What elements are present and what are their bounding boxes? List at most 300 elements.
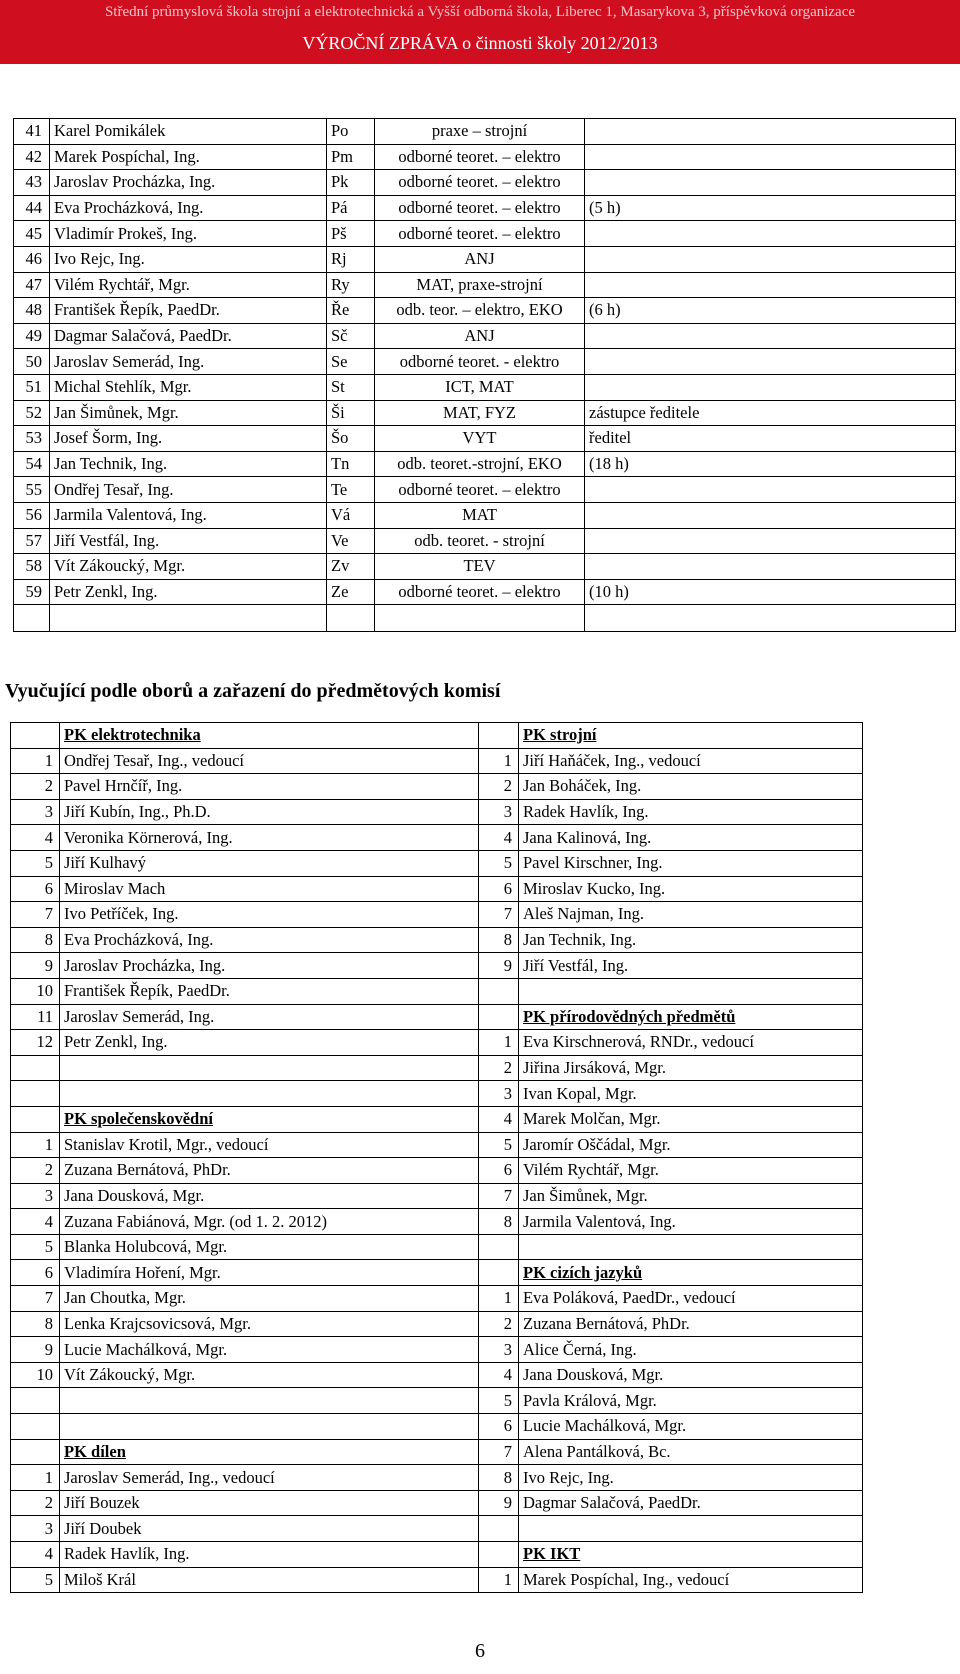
committee-title: PK cizích jazyků (523, 1262, 643, 1282)
table-row (11, 799, 863, 825)
left-row-number: 2 (11, 1158, 60, 1184)
left-member-name (60, 1106, 479, 1132)
right-member-name: Eva Poláková, PaedDr., vedoucí (519, 1286, 863, 1312)
left-row-number (11, 1106, 60, 1132)
row-number: 55 (14, 477, 50, 503)
left-member-name: Jaroslav Semerád, Ing., vedoucí (60, 1465, 479, 1491)
teacher-abbreviation: Rj (327, 246, 375, 272)
teacher-subject: ICT, MAT (375, 374, 585, 400)
right-row-number: 3 (479, 1081, 519, 1107)
teacher-subject: praxe – strojní (375, 119, 585, 145)
teacher-subject: odb. teoret.-strojní, EKO (375, 451, 585, 477)
right-row-number: 4 (479, 1106, 519, 1132)
row-number: 51 (14, 374, 50, 400)
row-number: 59 (14, 579, 50, 605)
teacher-name: Jan Technik, Ing. (50, 451, 327, 477)
right-member-name: Marek Pospíchal, Ing., vedoucí (519, 1567, 863, 1593)
teacher-name: Jaroslav Semerád, Ing. (50, 349, 327, 375)
right-member-name (519, 1516, 863, 1542)
right-member-name: Jan Technik, Ing. (519, 927, 863, 953)
right-row-number (479, 1542, 519, 1568)
right-row-number: 7 (479, 1439, 519, 1465)
empty-cell (375, 605, 585, 632)
teacher-note: (6 h) (585, 298, 956, 324)
left-row-number: 10 (11, 978, 60, 1004)
right-row-number: 1 (479, 1567, 519, 1593)
right-member-name: Pavla Králová, Mgr. (519, 1388, 863, 1414)
right-member-name: Alena Pantálková, Bc. (519, 1439, 863, 1465)
table-row (11, 1030, 863, 1056)
right-member-name: Jarmila Valentová, Ing. (519, 1209, 863, 1235)
left-member-name: Jiří Kulhavý (60, 850, 479, 876)
teacher-name: Jiří Vestfál, Ing. (50, 528, 327, 554)
left-row-number: 5 (11, 1234, 60, 1260)
right-member-name: Vilém Rychtář, Mgr. (519, 1158, 863, 1184)
teacher-abbreviation: Zv (327, 554, 375, 580)
committees-table (10, 722, 863, 1593)
table-row (11, 1567, 863, 1593)
left-row-number: 10 (11, 1362, 60, 1388)
table-row (14, 221, 956, 247)
table-row (11, 1465, 863, 1491)
left-member-name: Radek Havlík, Ing. (60, 1542, 479, 1568)
teacher-abbreviation: Pk (327, 170, 375, 196)
left-row-number: 4 (11, 825, 60, 851)
left-member-name: Jaroslav Semerád, Ing. (60, 1004, 479, 1030)
table-row (11, 1337, 863, 1363)
teacher-subject: odborné teoret. – elektro (375, 221, 585, 247)
row-number: 56 (14, 502, 50, 528)
table-row (14, 426, 956, 452)
teacher-subject: ANJ (375, 246, 585, 272)
committee-title: PK IKT (523, 1544, 581, 1564)
right-member-name: Jiřina Jirsáková, Mgr. (519, 1055, 863, 1081)
empty-cell (14, 605, 50, 632)
right-row-number: 6 (479, 876, 519, 902)
left-row-number: 4 (11, 1209, 60, 1235)
teacher-name: Vilém Rychtář, Mgr. (50, 272, 327, 298)
row-number: 41 (14, 119, 50, 145)
left-row-number: 5 (11, 1567, 60, 1593)
right-row-number: 9 (479, 953, 519, 979)
teacher-subject: odborné teoret. - elektro (375, 349, 585, 375)
table-row (11, 1439, 863, 1465)
teacher-subject: odborné teoret. – elektro (375, 579, 585, 605)
teacher-abbreviation: Ši (327, 400, 375, 426)
left-member-name: Eva Procházková, Ing. (60, 927, 479, 953)
right-member-name: Aleš Najman, Ing. (519, 902, 863, 928)
row-number: 44 (14, 195, 50, 221)
teacher-note: ředitel (585, 426, 956, 452)
right-member-name: Jana Kalinová, Ing. (519, 825, 863, 851)
teacher-name: Ivo Rejc, Ing. (50, 246, 327, 272)
right-row-number: 7 (479, 1183, 519, 1209)
table-row (11, 1209, 863, 1235)
table-row (11, 1311, 863, 1337)
table-row (11, 978, 863, 1004)
teacher-abbreviation: Pš (327, 221, 375, 247)
left-member-name (60, 723, 479, 749)
left-row-number: 11 (11, 1004, 60, 1030)
right-row-number: 3 (479, 799, 519, 825)
teacher-name: Vladimír Prokeš, Ing. (50, 221, 327, 247)
right-row-number: 1 (479, 748, 519, 774)
table-row (11, 1234, 863, 1260)
right-row-number (479, 1004, 519, 1030)
teacher-name: Ondřej Tesař, Ing. (50, 477, 327, 503)
right-row-number: 2 (479, 1055, 519, 1081)
report-title: VÝROČNÍ ZPRÁVA o činnosti školy 2012/2013 (302, 33, 658, 53)
table-row (11, 850, 863, 876)
table-row (11, 723, 863, 749)
table-row (11, 1158, 863, 1184)
table-row (14, 579, 956, 605)
left-row-number: 1 (11, 1465, 60, 1491)
teacher-name: Marek Pospíchal, Ing. (50, 144, 327, 170)
table-row (11, 1414, 863, 1440)
left-member-name (60, 1081, 479, 1107)
right-member-name: Alice Černá, Ing. (519, 1337, 863, 1363)
table-row (14, 451, 956, 477)
right-row-number: 5 (479, 850, 519, 876)
row-number: 57 (14, 528, 50, 554)
right-row-number: 4 (479, 1362, 519, 1388)
right-member-name: Jan Boháček, Ing. (519, 774, 863, 800)
teacher-note (585, 528, 956, 554)
left-row-number (11, 1439, 60, 1465)
committee-title: PK strojní (523, 725, 597, 745)
left-row-number (11, 1388, 60, 1414)
table-row (14, 170, 956, 196)
left-row-number (11, 1055, 60, 1081)
teacher-abbreviation: Te (327, 477, 375, 503)
left-member-name: Miroslav Mach (60, 876, 479, 902)
table-row (14, 298, 956, 324)
teacher-name: Eva Procházková, Ing. (50, 195, 327, 221)
right-member-name: Eva Kirschnerová, RNDr., vedoucí (519, 1030, 863, 1056)
teacher-subject: odborné teoret. – elektro (375, 170, 585, 196)
teacher-note (585, 349, 956, 375)
row-number: 53 (14, 426, 50, 452)
teacher-abbreviation: Ře (327, 298, 375, 324)
row-number: 54 (14, 451, 50, 477)
teacher-note (585, 502, 956, 528)
left-member-name: Petr Zenkl, Ing. (60, 1030, 479, 1056)
right-member-name (519, 723, 863, 749)
left-row-number (11, 1081, 60, 1107)
teacher-abbreviation: Šo (327, 426, 375, 452)
right-row-number: 6 (479, 1158, 519, 1184)
table-row (11, 927, 863, 953)
left-row-number: 4 (11, 1542, 60, 1568)
left-row-number: 6 (11, 876, 60, 902)
left-row-number: 3 (11, 799, 60, 825)
table-row (11, 1362, 863, 1388)
right-row-number: 8 (479, 1465, 519, 1491)
table-row (14, 477, 956, 503)
row-number: 42 (14, 144, 50, 170)
table-row (14, 272, 956, 298)
teacher-name: Petr Zenkl, Ing. (50, 579, 327, 605)
document-header (0, 0, 960, 64)
teacher-name: Dagmar Salačová, PaedDr. (50, 323, 327, 349)
right-member-name (519, 1004, 863, 1030)
table-row (11, 1183, 863, 1209)
teacher-subject: odborné teoret. – elektro (375, 195, 585, 221)
table-row (14, 374, 956, 400)
left-row-number (11, 723, 60, 749)
teacher-subject: MAT, FYZ (375, 400, 585, 426)
left-row-number: 5 (11, 850, 60, 876)
left-member-name: Jiří Bouzek (60, 1490, 479, 1516)
left-member-name (60, 1414, 479, 1440)
left-member-name: Vladimíra Hoření, Mgr. (60, 1260, 479, 1286)
left-member-name: Lucie Machálková, Mgr. (60, 1337, 479, 1363)
table-row (11, 876, 863, 902)
right-row-number: 4 (479, 825, 519, 851)
row-number: 45 (14, 221, 50, 247)
right-row-number: 9 (479, 1490, 519, 1516)
right-row-number (479, 1234, 519, 1260)
empty-cell (50, 605, 327, 632)
committee-title: PK elektrotechnika (64, 725, 201, 745)
teacher-note (585, 119, 956, 145)
right-row-number: 5 (479, 1388, 519, 1414)
table-row (11, 1260, 863, 1286)
left-member-name: Jiří Kubín, Ing., Ph.D. (60, 799, 479, 825)
right-row-number: 5 (479, 1132, 519, 1158)
table-row (11, 748, 863, 774)
empty-cell (327, 605, 375, 632)
teacher-name: Michal Stehlík, Mgr. (50, 374, 327, 400)
table-row (11, 1388, 863, 1414)
table-row (11, 902, 863, 928)
page-number: 6 (475, 1640, 485, 1662)
right-row-number: 3 (479, 1337, 519, 1363)
table-row (14, 195, 956, 221)
row-number: 46 (14, 246, 50, 272)
table-row (11, 1081, 863, 1107)
right-member-name: Miroslav Kucko, Ing. (519, 876, 863, 902)
right-member-name (519, 978, 863, 1004)
right-row-number: 6 (479, 1414, 519, 1440)
teacher-note (585, 477, 956, 503)
left-row-number: 8 (11, 927, 60, 953)
teacher-abbreviation: Pm (327, 144, 375, 170)
right-member-name (519, 1234, 863, 1260)
table-row (11, 1055, 863, 1081)
right-member-name (519, 1542, 863, 1568)
committee-title: PK společenskovědní (64, 1109, 213, 1129)
table-row (11, 1516, 863, 1542)
teacher-subject: odborné teoret. – elektro (375, 477, 585, 503)
left-member-name: Zuzana Fabiánová, Mgr. (od 1. 2. 2012) (60, 1209, 479, 1235)
right-row-number (479, 723, 519, 749)
table-row (11, 825, 863, 851)
left-row-number: 2 (11, 1490, 60, 1516)
table-row (14, 119, 956, 145)
teacher-subject: VYT (375, 426, 585, 452)
table-row (14, 400, 956, 426)
table-row (14, 554, 956, 580)
left-row-number (11, 1414, 60, 1440)
teacher-abbreviation: Ze (327, 579, 375, 605)
right-row-number (479, 1260, 519, 1286)
left-member-name: Pavel Hrnčíř, Ing. (60, 774, 479, 800)
table-row (11, 1490, 863, 1516)
row-number: 50 (14, 349, 50, 375)
teacher-subject: odborné teoret. – elektro (375, 144, 585, 170)
teacher-subject: odb. teor. – elektro, EKO (375, 298, 585, 324)
teacher-abbreviation: St (327, 374, 375, 400)
teacher-abbreviation: Ry (327, 272, 375, 298)
left-member-name: Blanka Holubcová, Mgr. (60, 1234, 479, 1260)
school-name: Střední průmyslová škola strojní a elektrotechnická a Vyšší odborná škola, Liberec 1, Masarykova 3, příspěvková organizace (104, 4, 856, 20)
teacher-note (585, 323, 956, 349)
left-row-number: 7 (11, 1286, 60, 1312)
right-member-name: Zuzana Bernátová, PhDr. (519, 1311, 863, 1337)
right-member-name: Dagmar Salačová, PaedDr. (519, 1490, 863, 1516)
teacher-subject: MAT (375, 502, 585, 528)
teacher-note: (10 h) (585, 579, 956, 605)
right-member-name: Ivan Kopal, Mgr. (519, 1081, 863, 1107)
left-row-number: 1 (11, 748, 60, 774)
right-member-name: Marek Molčan, Mgr. (519, 1106, 863, 1132)
left-member-name (60, 1388, 479, 1414)
table-row (14, 246, 956, 272)
teacher-abbreviation: Ve (327, 528, 375, 554)
teacher-subject: ANJ (375, 323, 585, 349)
left-member-name: Jaroslav Procházka, Ing. (60, 953, 479, 979)
table-row (11, 953, 863, 979)
teacher-abbreviation: Vá (327, 502, 375, 528)
left-row-number: 7 (11, 902, 60, 928)
right-row-number: 8 (479, 927, 519, 953)
teacher-note (585, 221, 956, 247)
right-member-name: Jana Dousková, Mgr. (519, 1362, 863, 1388)
left-row-number: 6 (11, 1260, 60, 1286)
right-member-name: Lucie Machálková, Mgr. (519, 1414, 863, 1440)
right-member-name: Ivo Rejc, Ing. (519, 1465, 863, 1491)
row-number: 43 (14, 170, 50, 196)
left-member-name: Jana Dousková, Mgr. (60, 1183, 479, 1209)
teacher-note: (18 h) (585, 451, 956, 477)
table-row (14, 502, 956, 528)
teacher-name: Josef Šorm, Ing. (50, 426, 327, 452)
teacher-note (585, 272, 956, 298)
table-row (11, 1286, 863, 1312)
left-member-name (60, 1439, 479, 1465)
committee-title: PK dílen (64, 1441, 126, 1461)
left-member-name (60, 1055, 479, 1081)
table-row (11, 1132, 863, 1158)
right-row-number: 8 (479, 1209, 519, 1235)
right-row-number: 1 (479, 1030, 519, 1056)
left-member-name: Miloš Král (60, 1567, 479, 1593)
right-row-number (479, 978, 519, 1004)
right-row-number: 2 (479, 774, 519, 800)
left-member-name: Lenka Krajcsovicsová, Mgr. (60, 1311, 479, 1337)
teacher-abbreviation: Pá (327, 195, 375, 221)
right-member-name: Jan Šimůnek, Mgr. (519, 1183, 863, 1209)
right-member-name: Jiří Haňáček, Ing., vedoucí (519, 748, 863, 774)
committee-title: PK přírodovědných předmětů (523, 1006, 736, 1026)
right-member-name (519, 1260, 863, 1286)
committees-heading: Vyučující podle oborů a zařazení do předmětových komisí (5, 680, 501, 702)
right-member-name: Radek Havlík, Ing. (519, 799, 863, 825)
teacher-subject: TEV (375, 554, 585, 580)
teacher-note (585, 170, 956, 196)
teacher-note: (5 h) (585, 195, 956, 221)
left-row-number: 9 (11, 953, 60, 979)
left-member-name: Ivo Petříček, Ing. (60, 902, 479, 928)
row-number: 52 (14, 400, 50, 426)
left-member-name: Stanislav Krotil, Mgr., vedoucí (60, 1132, 479, 1158)
left-member-name: Jan Choutka, Mgr. (60, 1286, 479, 1312)
row-number: 58 (14, 554, 50, 580)
teacher-subject: MAT, praxe-strojní (375, 272, 585, 298)
table-row (11, 1542, 863, 1568)
teacher-name: Karel Pomikálek (50, 119, 327, 145)
right-member-name: Jaromír Oščádal, Mgr. (519, 1132, 863, 1158)
empty-cell (585, 605, 956, 632)
right-row-number (479, 1516, 519, 1542)
left-member-name: Zuzana Bernátová, PhDr. (60, 1158, 479, 1184)
row-number: 47 (14, 272, 50, 298)
teacher-abbreviation: Sč (327, 323, 375, 349)
table-row (11, 774, 863, 800)
left-row-number: 1 (11, 1132, 60, 1158)
left-row-number: 9 (11, 1337, 60, 1363)
table-row (11, 1004, 863, 1030)
left-member-name: Ondřej Tesař, Ing., vedoucí (60, 748, 479, 774)
teacher-name: Vít Zákoucký, Mgr. (50, 554, 327, 580)
table-row (14, 349, 956, 375)
right-member-name: Pavel Kirschner, Ing. (519, 850, 863, 876)
table-row (14, 144, 956, 170)
teacher-note (585, 554, 956, 580)
left-row-number: 3 (11, 1183, 60, 1209)
teacher-note (585, 144, 956, 170)
left-row-number: 3 (11, 1516, 60, 1542)
teacher-name: František Řepík, PaedDr. (50, 298, 327, 324)
right-row-number: 7 (479, 902, 519, 928)
table-row (11, 1106, 863, 1132)
right-member-name: Jiří Vestfál, Ing. (519, 953, 863, 979)
teacher-abbreviation: Tn (327, 451, 375, 477)
row-number: 48 (14, 298, 50, 324)
left-row-number: 8 (11, 1311, 60, 1337)
left-member-name: František Řepík, PaedDr. (60, 978, 479, 1004)
left-member-name: Veronika Körnerová, Ing. (60, 825, 479, 851)
teacher-abbreviation: Se (327, 349, 375, 375)
teacher-note (585, 374, 956, 400)
table-row (14, 323, 956, 349)
right-row-number: 1 (479, 1286, 519, 1312)
left-member-name: Jiří Doubek (60, 1516, 479, 1542)
teacher-name: Jaroslav Procházka, Ing. (50, 170, 327, 196)
left-row-number: 2 (11, 774, 60, 800)
teacher-abbreviation: Po (327, 119, 375, 145)
staff-table (13, 118, 956, 632)
right-row-number: 2 (479, 1311, 519, 1337)
left-row-number: 12 (11, 1030, 60, 1056)
row-number: 49 (14, 323, 50, 349)
teacher-name: Jan Šimůnek, Mgr. (50, 400, 327, 426)
teacher-name: Jarmila Valentová, Ing. (50, 502, 327, 528)
table-row (14, 528, 956, 554)
left-member-name: Vít Zákoucký, Mgr. (60, 1362, 479, 1388)
